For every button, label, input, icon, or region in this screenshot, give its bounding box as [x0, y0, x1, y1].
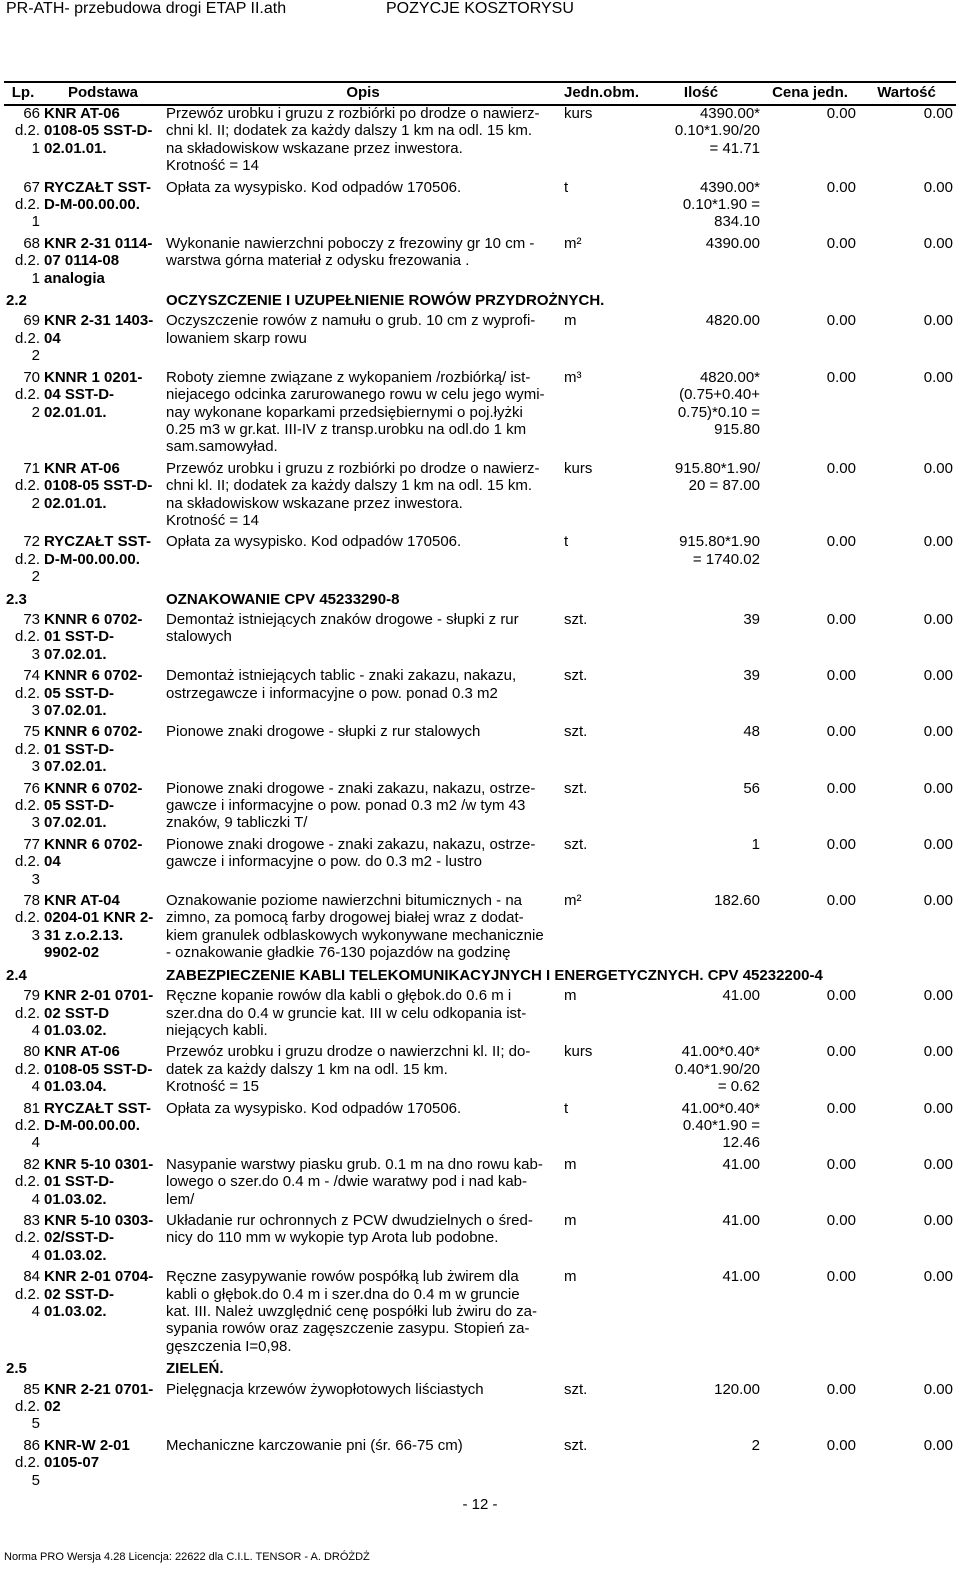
item-value: 0.00	[923, 178, 953, 196]
item-value: 0.00	[923, 835, 953, 853]
item-description: Ręczne kopanie rowów dla kabli o głębok.do 0.6 m i szer.dna do 0.4 w gruncie kat. III w celu odkopania ist- niejących kabli.	[166, 987, 527, 1039]
item-number: 78 d.2. 3	[14, 892, 40, 944]
item-unit-price: 0.00	[826, 459, 856, 477]
item-number: 72 d.2. 2	[14, 533, 40, 586]
item-unit: m²	[564, 234, 582, 252]
section-row	[4, 589, 955, 610]
item-basis: KNR AT-04 0204-01 KNR 2- 31 z.o.2.13. 9902-02	[44, 892, 154, 962]
table-body	[4, 104, 955, 1492]
item-unit-price: 0.00	[826, 835, 856, 853]
item-number: 82 d.2. 4	[14, 1155, 40, 1208]
item-value: 0.00	[923, 533, 953, 551]
item-number: 70 d.2. 2	[14, 368, 40, 421]
item-basis: KNR AT-06 0108-05 SST-D- 02.01.01.	[44, 459, 153, 512]
item-unit: m	[564, 1155, 577, 1173]
section-number: 2.3	[6, 590, 27, 608]
item-value: 0.00	[923, 1436, 953, 1454]
item-unit-price: 0.00	[826, 1380, 856, 1398]
item-number: 83 d.2. 4	[14, 1211, 40, 1264]
item-number: 74 d.2. 3	[14, 667, 40, 719]
item-number: 81 d.2. 4	[14, 1099, 40, 1152]
item-quantity: 1	[751, 835, 760, 853]
item-description: Wykonanie nawierzchni poboczy z frezowiny gr 10 cm - warstwa górna materiał z odysku frezowania .	[166, 234, 535, 270]
item-unit: szt.	[564, 667, 588, 685]
item-quantity: 120.00	[714, 1380, 760, 1398]
table-row	[4, 368, 955, 459]
table-row	[4, 1436, 955, 1492]
table-row	[4, 835, 955, 891]
table-row	[4, 666, 955, 722]
table-row	[4, 178, 955, 234]
item-unit: m	[564, 1268, 577, 1286]
item-unit: szt.	[564, 723, 588, 741]
item-basis: KNNR 1 0201- 04 SST-D- 02.01.01.	[44, 368, 143, 421]
table-row	[4, 234, 955, 290]
item-number: 84 d.2. 4	[14, 1268, 40, 1320]
item-description: Mechaniczne karczowanie pni (śr. 66-75 cm)	[166, 1436, 463, 1454]
item-basis: KNNR 6 0702- 05 SST-D- 07.02.01.	[44, 667, 143, 719]
item-description: Oznakowanie poziome nawierzchni bitumicznych - na zimno, za pomocą farby drogowej białej wraz z dodat- kiem granulek odblaskowych wykonywane mechanicznie - oznakowanie gładkie 76-130 pojazdów na godzinę	[166, 892, 544, 962]
item-quantity: 4820.00* (0.75+0.40+ 0.75)*0.10 = 915.80	[677, 368, 760, 438]
item-description: Przewóz urobku i gruzu z rozbiórki po drodze o nawierz- chni kl. II; dodatek za każdy dalszy 1 km na odl. 15 km. na składowiskow wskazane przez inwestora. Krotność = 14	[166, 459, 540, 529]
item-value: 0.00	[923, 312, 953, 330]
col-value: Wartość	[877, 84, 936, 102]
item-quantity: 2	[751, 1436, 760, 1454]
item-quantity: 4390.00	[705, 234, 760, 252]
item-unit-price: 0.00	[826, 368, 856, 386]
table-row	[4, 532, 955, 588]
item-quantity: 56	[743, 779, 760, 797]
item-unit: t	[564, 1099, 569, 1117]
item-description: Pionowe znaki drogowe - słupki z rur stalowych	[166, 723, 481, 741]
item-value: 0.00	[923, 1099, 953, 1117]
item-unit-price: 0.00	[826, 1211, 856, 1229]
item-basis: KNNR 6 0702- 04	[44, 835, 143, 871]
table-row	[4, 104, 955, 178]
item-quantity: 182.60	[714, 892, 760, 910]
item-description: Pielęgnacja krzewów żywopłotowych liściastych	[166, 1380, 484, 1398]
item-basis: KNR AT-06 0108-05 SST-D- 01.03.04.	[44, 1043, 153, 1096]
table-row	[4, 986, 955, 1042]
item-number: 77 d.2. 3	[14, 835, 40, 888]
item-value: 0.00	[923, 234, 953, 252]
item-unit: m	[564, 312, 577, 330]
item-unit-price: 0.00	[826, 533, 856, 551]
item-unit-price: 0.00	[826, 667, 856, 685]
item-unit: m³	[564, 368, 582, 386]
item-value: 0.00	[923, 459, 953, 477]
table-row	[4, 722, 955, 778]
col-unit: Jedn.obm.	[564, 84, 640, 102]
item-unit-price: 0.00	[826, 779, 856, 797]
item-unit: szt.	[564, 1380, 588, 1398]
item-value: 0.00	[923, 610, 953, 628]
item-basis: KNNR 6 0702- 05 SST-D- 07.02.01.	[44, 779, 143, 832]
item-number: 68 d.2. 1	[14, 234, 40, 287]
item-unit-price: 0.00	[826, 1436, 856, 1454]
item-quantity: 915.80*1.90 = 1740.02	[679, 533, 760, 568]
table-row	[4, 459, 955, 533]
item-value: 0.00	[923, 1211, 953, 1229]
item-number: 85 d.2. 5	[14, 1380, 40, 1433]
item-description: Oczyszczenie rowów z namułu o grub. 10 cm z wyprofi- lowaniem skarp rowu	[166, 312, 536, 347]
item-unit: szt.	[564, 779, 588, 797]
item-quantity: 915.80*1.90/ 20 = 87.00	[674, 459, 760, 495]
item-description: Układanie rur ochronnych z PCW dwudzielnych o śred- nicy do 110 mm w wykopie typ Arota lub podobne.	[166, 1211, 533, 1247]
table-row	[4, 1380, 955, 1436]
item-unit-price: 0.00	[826, 610, 856, 628]
item-unit-price: 0.00	[826, 723, 856, 741]
item-unit-price: 0.00	[826, 234, 856, 252]
item-unit-price: 0.00	[826, 1268, 856, 1286]
item-unit-price: 0.00	[826, 105, 856, 122]
item-quantity: 41.00	[722, 987, 760, 1005]
item-unit-price: 0.00	[826, 892, 856, 910]
item-number: 73 d.2. 3	[14, 610, 40, 663]
item-unit: m	[564, 1211, 577, 1229]
table-row	[4, 311, 955, 367]
item-unit: kurs	[564, 459, 593, 477]
item-description: Opłata za wysypisko. Kod odpadów 170506.	[166, 1099, 462, 1117]
item-description: Przewóz urobku i gruzu drodze o nawierzchni kl. II; do- datek za każdy dalszy 1 km na odl. 15 km. Krotność = 15	[166, 1043, 531, 1096]
item-unit: szt.	[564, 1436, 588, 1454]
table-row	[4, 1211, 955, 1267]
item-value: 0.00	[923, 723, 953, 741]
item-value: 0.00	[923, 779, 953, 797]
item-basis: KNR 2-21 0701- 02	[44, 1380, 154, 1416]
item-basis: RYCZAŁT SST- D-M-00.00.00.	[44, 1099, 151, 1134]
item-quantity: 41.00	[722, 1211, 760, 1229]
item-description: Pionowe znaki drogowe - znaki zakazu, nakazu, ostrze- gawcze i informacyjne o pow. ponad 0.3 m2 /w tym 43 znaków, 9 tabliczki T/	[166, 779, 536, 832]
item-unit: szt.	[564, 835, 588, 853]
item-quantity: 48	[743, 723, 760, 741]
section-number: 2.5	[6, 1360, 27, 1378]
item-description: Demontaż istniejących znaków drogowe - słupki z rur stalowych	[166, 610, 519, 646]
item-number: 79 d.2. 4	[14, 987, 40, 1039]
item-unit-price: 0.00	[826, 987, 856, 1005]
col-price: Cena jedn.	[772, 84, 848, 102]
item-number: 86 d.2. 5	[14, 1436, 40, 1489]
item-unit-price: 0.00	[826, 1043, 856, 1061]
item-quantity: 39	[743, 610, 760, 628]
item-value: 0.00	[923, 1043, 953, 1061]
section-number: 2.2	[6, 292, 27, 310]
col-qty: Ilość	[683, 84, 719, 102]
item-basis: KNNR 6 0702- 01 SST-D- 07.02.01.	[44, 723, 143, 776]
item-value: 0.00	[923, 1155, 953, 1173]
item-description: Pionowe znaki drogowe - znaki zakazu, nakazu, ostrze- gawcze i informacyjne o pow. do 0.3 m2 - lustro	[166, 835, 536, 871]
item-unit: kurs	[564, 105, 593, 122]
section-row	[4, 290, 955, 311]
item-quantity: 41.00*0.40* 0.40*1.90 = 12.46	[681, 1099, 760, 1152]
item-unit: t	[564, 533, 569, 551]
item-quantity: 4820.00	[705, 312, 760, 330]
page-number: - 12 -	[462, 1496, 498, 1513]
item-basis: KNNR 6 0702- 01 SST-D- 07.02.01.	[44, 610, 143, 663]
table-row	[4, 1267, 955, 1358]
item-number: 71 d.2. 2	[14, 459, 40, 512]
section-row	[4, 965, 955, 986]
item-basis: KNR 2-31 0114- 07 0114-08 analogia	[44, 234, 153, 287]
item-basis: KNR-W 2-01 0105-07	[44, 1436, 130, 1472]
item-unit-price: 0.00	[826, 178, 856, 196]
item-unit: t	[564, 178, 569, 196]
item-number: 76 d.2. 3	[14, 779, 40, 832]
item-basis: RYCZAŁT SST- D-M-00.00.00.	[44, 533, 151, 568]
footer-note: Norma PRO Wersja 4.28 Licencja: 22622 dla C.I.L. TENSOR - A. DRÓŻDŻ	[4, 1551, 370, 1563]
item-quantity: 4390.00* 0.10*1.90/20 = 41.71	[674, 105, 760, 157]
item-value: 0.00	[923, 368, 953, 386]
item-unit-price: 0.00	[826, 1155, 856, 1173]
item-description: Przewóz urobku i gruzu z rozbiórki po drodze o nawierz- chni kl. II; dodatek za każdy dalszy 1 km na odl. 15 km. na składowiskow wskazane przez inwestora. Krotność = 14	[166, 105, 540, 175]
col-desc: Opis	[346, 84, 380, 102]
section-row	[4, 1358, 955, 1379]
item-basis: KNR 2-01 0701- 02 SST-D 01.03.02.	[44, 987, 154, 1039]
item-unit-price: 0.00	[826, 1099, 856, 1117]
cost-table	[4, 82, 955, 1492]
item-number: 69 d.2. 2	[14, 312, 40, 365]
item-basis: KNR 5-10 0301- 01 SST-D- 01.03.02.	[44, 1155, 154, 1208]
section-number: 2.4	[6, 966, 27, 984]
table-row	[4, 610, 955, 666]
item-basis: KNR 2-01 0704- 02 SST-D- 01.03.02.	[44, 1268, 154, 1320]
file-name: PR-ATH- przebudowa drogi ETAP II.ath	[6, 0, 287, 17]
item-unit: m²	[564, 892, 582, 910]
item-quantity: 41.00*0.40* 0.40*1.90/20 = 0.62	[674, 1043, 760, 1096]
item-basis: RYCZAŁT SST- D-M-00.00.00.	[44, 178, 151, 214]
item-description: Ręczne zasypywanie rowów pospółką lub żwirem dla kabli o głębok.do 0.4 m i szer.dna do 0.4 m w gruncie kat. III. Należ uwzględnić cenę pospółki lub żwiru do za- sypania rowów oraz zagęszczenie zasypu. Stopień za- gęszczenia I=0,98.	[166, 1268, 538, 1355]
item-unit: kurs	[564, 1043, 593, 1061]
col-base: Podstawa	[67, 84, 139, 102]
item-value: 0.00	[923, 667, 953, 685]
item-description: Opłata za wysypisko. Kod odpadów 170506.	[166, 533, 462, 551]
item-value: 0.00	[923, 892, 953, 910]
table-row	[4, 1042, 955, 1098]
item-description: Roboty ziemne związane z wykopaniem /rozbiórką/ ist- niejacego odcinka zarurowanego rowu w celu jego wymi- nay wykonane koparkami przedsiębiernymi o poj.łyżki 0.25 m3 w gr.kat. III-IV z transp.urobku na odl.do 1 km sam.samowyład.	[166, 368, 545, 456]
item-number: 66 d.2. 1	[14, 105, 40, 157]
report-title: POZYCJE KOSZTORYSU	[386, 0, 574, 17]
item-unit: szt.	[564, 610, 588, 628]
item-quantity: 41.00	[722, 1268, 760, 1286]
item-quantity: 39	[743, 667, 760, 685]
item-basis: KNR AT-06 0108-05 SST-D- 02.01.01.	[44, 105, 153, 157]
item-quantity: 4390.00* 0.10*1.90 = 834.10	[682, 178, 760, 231]
table-row	[4, 779, 955, 835]
item-number: 80 d.2. 4	[14, 1043, 40, 1096]
item-unit-price: 0.00	[826, 312, 856, 330]
item-description: Nasypanie warstwy piasku grub. 0.1 m na dno rowu kab- lowego o szer.do 0.4 m - /dwie waratwy pod i nad kab- lem/	[166, 1155, 543, 1208]
table-header-row	[4, 82, 955, 104]
item-basis: KNR 5-10 0303- 02/SST-D- 01.03.02.	[44, 1211, 154, 1264]
section-title: OZNAKOWANIE CPV 45233290-8	[166, 590, 400, 608]
item-description: Opłata za wysypisko. Kod odpadów 170506.	[166, 178, 462, 196]
section-title: ZIELEŃ.	[166, 1360, 224, 1378]
item-description: Demontaż istniejących tablic - znaki zakazu, nakazu, ostrzegawcze i informacyjne o pow. ponad 0.3 m2	[166, 667, 517, 702]
item-value: 0.00	[923, 1380, 953, 1398]
section-title: ZABEZPIECZENIE KABLI TELEKOMUNIKACYJNYCH I ENERGETYCZNYCH. CPV 45232200-4	[166, 966, 823, 984]
item-value: 0.00	[923, 987, 953, 1005]
table-row	[4, 891, 955, 965]
item-basis: KNR 2-31 1403- 04	[44, 312, 154, 347]
item-value: 0.00	[923, 105, 953, 122]
table-row	[4, 1099, 955, 1155]
item-number: 67 d.2. 1	[14, 178, 40, 231]
item-quantity: 41.00	[722, 1155, 760, 1173]
item-unit: m	[564, 987, 577, 1005]
col-lp: Lp.	[11, 84, 35, 102]
item-number: 75 d.2. 3	[14, 723, 40, 776]
section-title: OCZYSZCZENIE I UZUPEŁNIENIE ROWÓW PRZYDROŻNYCH.	[166, 292, 605, 310]
table-row	[4, 1155, 955, 1211]
item-value: 0.00	[923, 1268, 953, 1286]
